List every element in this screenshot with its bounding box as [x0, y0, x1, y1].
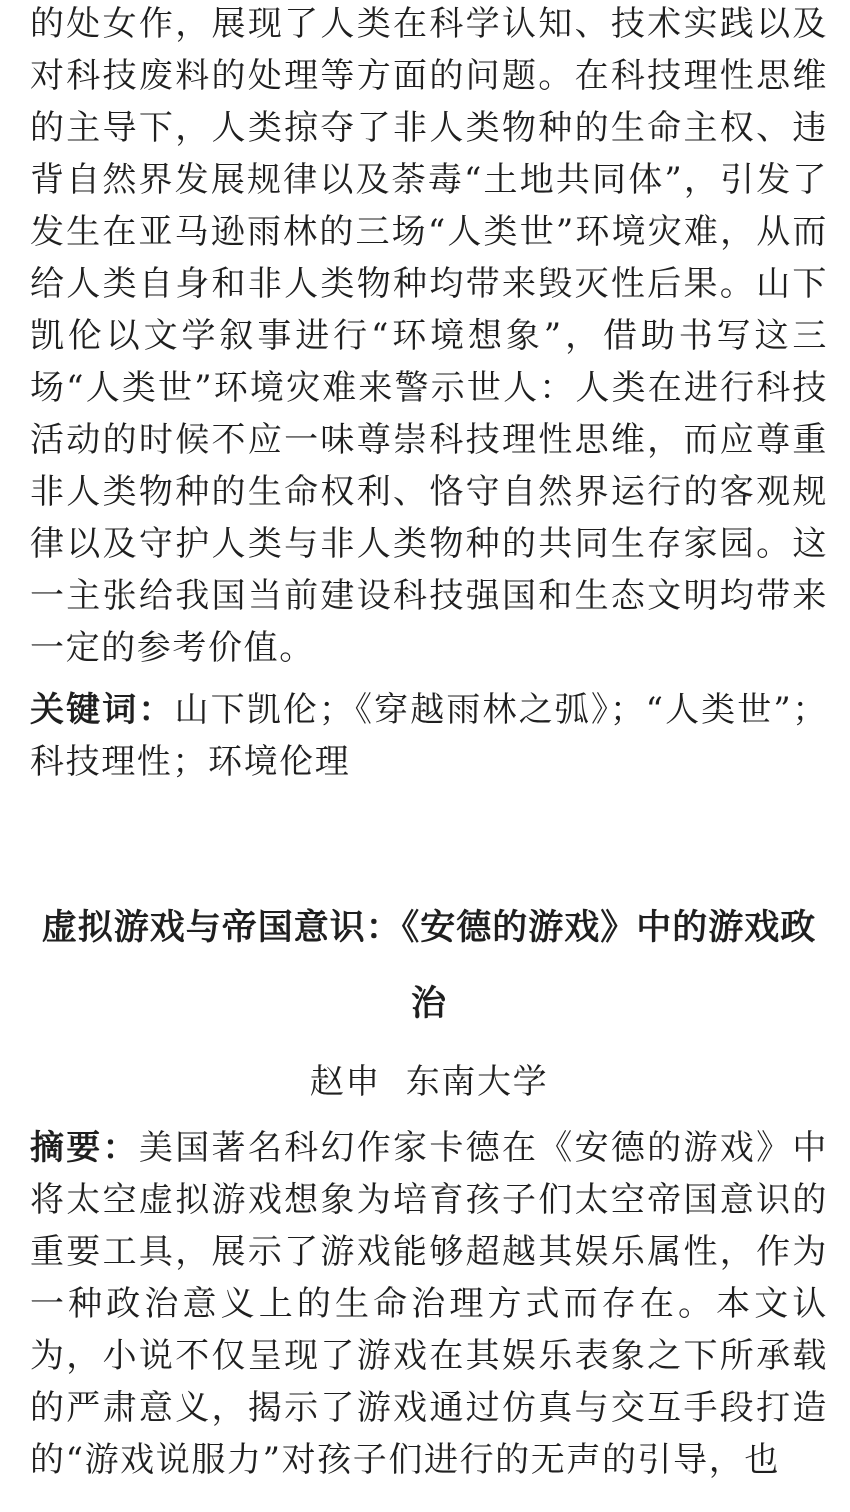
document-page [30, 0, 828, 1486]
abstract-paragraph [30, 1122, 828, 1486]
spacer [30, 1042, 828, 1056]
keywords-line [30, 684, 828, 788]
section-spacer [30, 788, 828, 890]
keywords-label: 关键词： [30, 690, 175, 730]
keywords-text: 山下凯伦；《穿越雨林之弧》；“人类世”；科技理性；环境伦理 [30, 690, 828, 782]
abstract-paragraph-continued: 的处女作，展现了人类在科学认知、技术实践以及对科技废料的处理等方面的问题。在科技理性思维的主导下，人类掠夺了非人类物种的生命主权、违背自然界发展规律以及荼毒“土地共同体”，引发了发生在亚马逊雨林的三场“人类世”环境灾难，从而给人类自身和非人类物种均带来毁灭性后果。山下凯伦以文学叙事进行“环境想象”，借助书写这三场“人类世”环境灾难来警示世人：人类在进行科技活动的时候不应一味尊崇科技理性思维，而应尊重非人类物种的生命权利、恪守自然界运行的客观规律以及守护人类与非人类物种的共同生存家园。这一主张给我国当前建设科技强国和生态文明均带来一定的参考价值。 [30, 4, 828, 668]
article-title: 虚拟游戏与帝国意识：《安德的游戏》中的游戏政治 [41, 908, 817, 1024]
spacer [30, 1108, 828, 1122]
abstract-label: 摘要： [30, 1128, 139, 1168]
author-affiliation: 赵申 东南大学 [309, 1062, 549, 1102]
spacer [30, 674, 828, 684]
abstract-text: 美国著名科幻作家卡德在《安德的游戏》中将太空虚拟游戏想象为培育孩子们太空帝国意识的重要工具，展示了游戏能够超越其娱乐属性，作为一种政治意义上的生命治理方式而存在。本文认为，小说不仅呈现了游戏在其娱乐表象之下所承载的严肃意义，揭示了游戏通过仿真与交互手段打造的“游戏说服力”对孩子们进行的无声的引导，也 [30, 1128, 828, 1480]
